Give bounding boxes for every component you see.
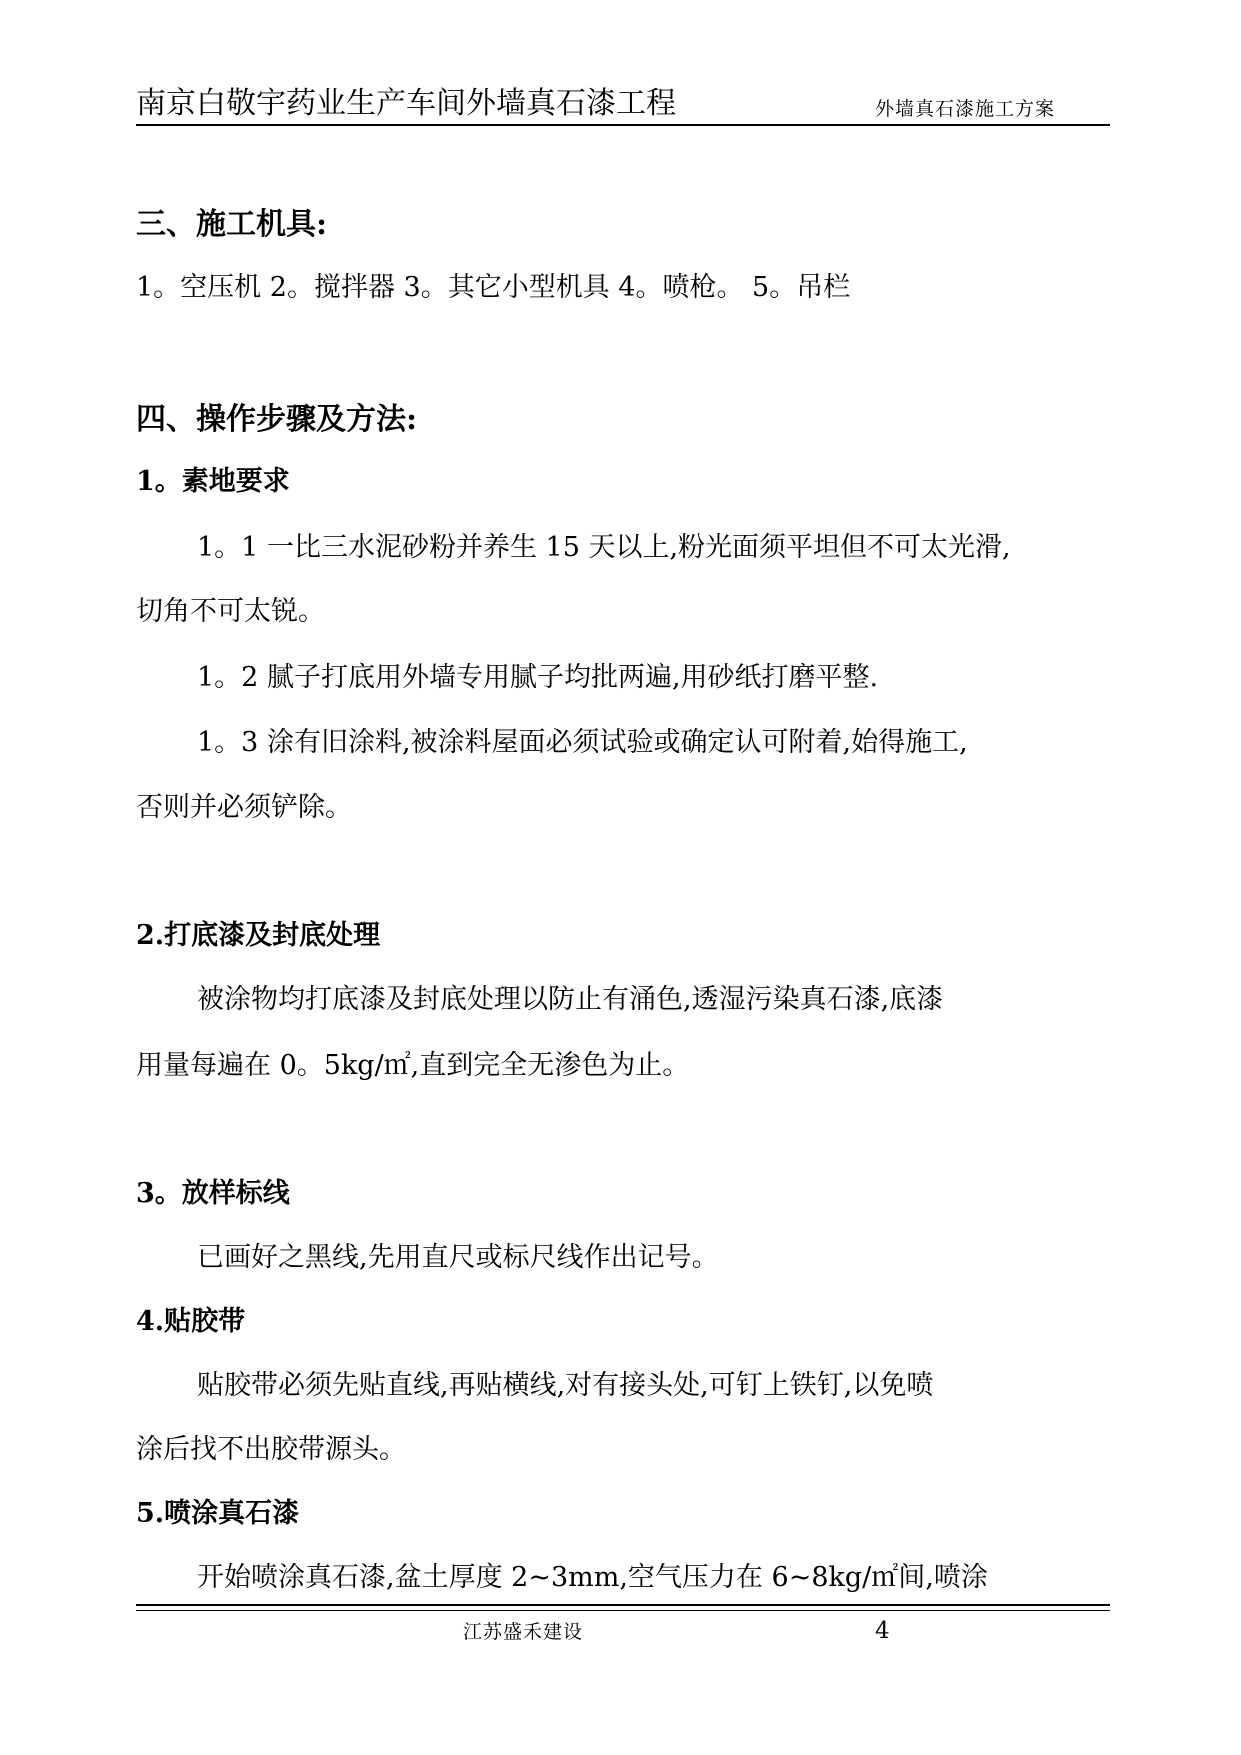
subsection-4-heading: 4.贴胶带 [136,1306,246,1337]
paragraph-1-1-line1: 1。1 一比三水泥砂粉并养生 15 天以上,粉光面须平坦但不可太光滑, [197,532,1011,563]
subsection-2-line1: 被涂物均打底漆及封底处理以防止有涌色,透湿污染真石漆,底漆 [197,984,944,1015]
subsection-3-line1: 已画好之黑线,先用直尺或标尺线作出记号。 [197,1242,719,1273]
paragraph-1-1-line2: 切角不可太锐。 [136,596,325,627]
subsection-1-heading: 1。素地要求 [136,466,290,497]
header-subtitle: 外墙真石漆施工方案 [875,98,1056,120]
subsection-4-line2: 涂后找不出胶带源头。 [136,1434,406,1465]
paragraph-1-3-line1: 1。3 涂有旧涂料,被涂料屋面必须试验或确定认可附着,始得施工, [197,727,968,758]
footer-rule-thick [136,1604,1110,1606]
section-3-heading: 三、施工机具: [136,207,328,242]
subsection-2-line2: 用量每遍在 0。5kg/㎡,直到完全无渗色为止。 [136,1050,690,1081]
section-3-items: 1。空压机 2。搅拌器 3。其它小型机具 4。喷枪。 5。吊栏 [136,272,851,303]
paragraph-1-2: 1。2 腻子打底用外墙专用腻子均批两遍,用砂纸打磨平整. [197,662,879,693]
subsection-3-heading: 3。放样标线 [136,1178,290,1209]
footer-company: 江苏盛禾建设 [463,1621,584,1643]
header-rule [136,124,1110,126]
paragraph-1-3-line2: 否则并必须铲除。 [136,792,352,823]
subsection-5-line1: 开始喷涂真石漆,盆土厚度 2~3mm,空气压力在 6~8kg/㎡间,喷涂 [197,1562,988,1593]
subsection-2-heading: 2.打底漆及封底处理 [136,920,381,951]
header-title: 南京白敬宇药业生产车间外墙真石漆工程 [136,86,676,121]
page-number: 4 [875,1618,890,1644]
subsection-4-line1: 贴胶带必须先贴直线,再贴横线,对有接头处,可钉上铁钉,以免喷 [197,1370,934,1401]
footer-rule-thin [136,1610,1110,1611]
section-4-heading: 四、操作步骤及方法: [136,402,418,437]
subsection-5-heading: 5.喷涂真石漆 [136,1498,300,1529]
